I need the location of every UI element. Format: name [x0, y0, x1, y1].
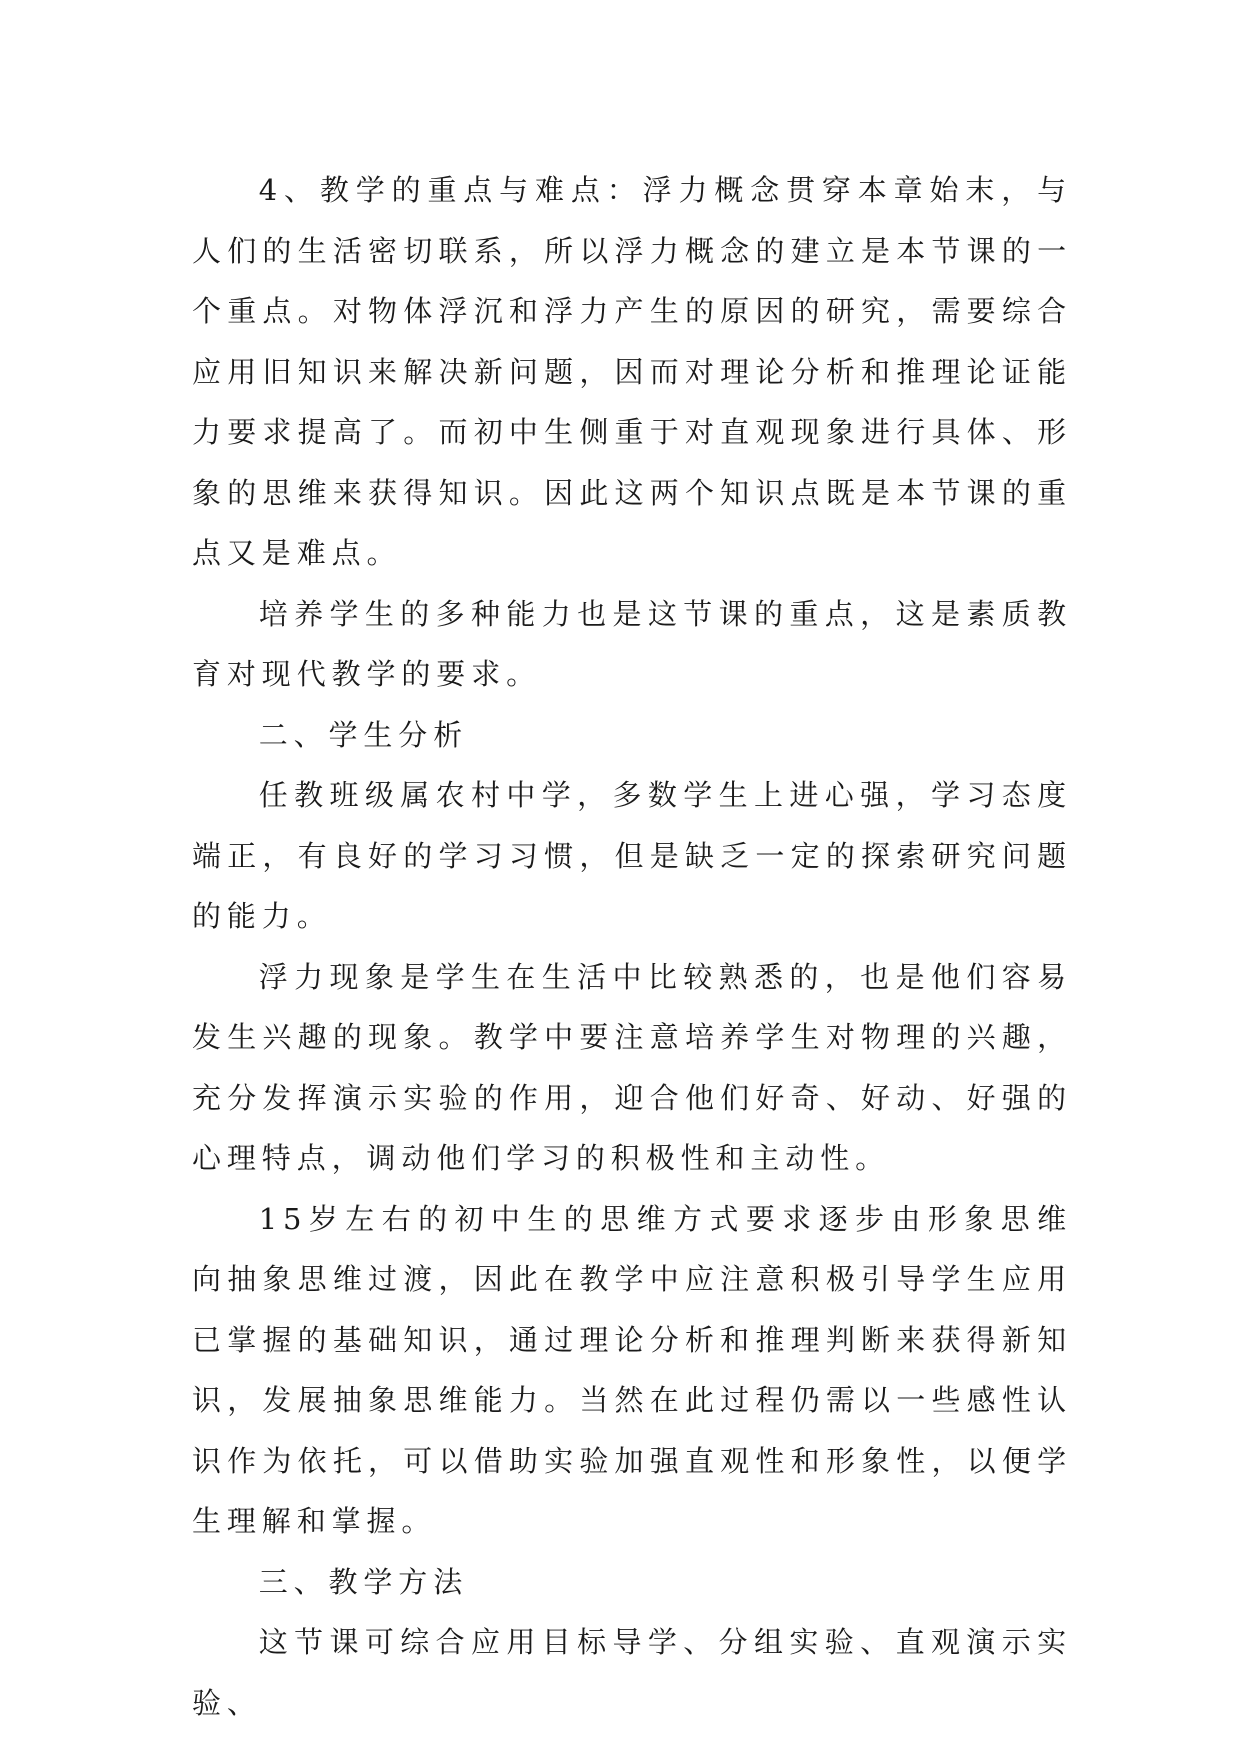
section-heading-student-analysis: 二、学生分析 — [258, 717, 469, 752]
paragraph-key-points: 4、教学的重点与难点：浮力概念贯穿本章始末，与人们的生活密切联系，所以浮力概念的建立是本节课的一个重点。对物体浮沉和浮力产生的原因的研究，需要综合应用旧知识来解决新问题，因而对理论分析和推理论证能力要求提高了。而初中生侧重于对直观现象进行具体、形象的思维来获得知识。因此这两个知识点既是本节课的重点又是难点。 — [192, 173, 1072, 570]
paragraph-abilities: 培养学生的多种能力也是这节课的重点，这是素质教育对现代教学的要求。 — [192, 596, 1072, 691]
section-heading-teaching-methods: 三、教学方法 — [258, 1564, 469, 1599]
document-body — [192, 160, 1072, 1733]
paragraph-methods: 这节课可综合应用目标导学、分组实验、直观演示实验、 — [192, 1625, 1072, 1720]
paragraph-class-profile: 任教班级属农村中学，多数学生上进心强，学习态度端正，有良好的学习习惯，但是缺乏一定的探索研究问题的能力。 — [192, 778, 1072, 933]
paragraph-thinking-mode: 15岁左右的初中生的思维方式要求逐步由形象思维向抽象思维过渡，因此在教学中应注意积极引导学生应用已掌握的基础知识，通过理论分析和推理判断来获得新知识，发展抽象思维能力。当然在此过程仍需以一些感性认识作为依托，可以借助实验加强直观性和形象性，以便学生理解和掌握。 — [192, 1201, 1072, 1538]
paragraph-buoyancy-interest: 浮力现象是学生在生活中比较熟悉的，也是他们容易发生兴趣的现象。教学中要注意培养学生对物理的兴趣，充分发挥演示实验的作用，迎合他们好奇、好动、好强的心理特点，调动他们学习的积极性和主动性。 — [192, 959, 1072, 1175]
